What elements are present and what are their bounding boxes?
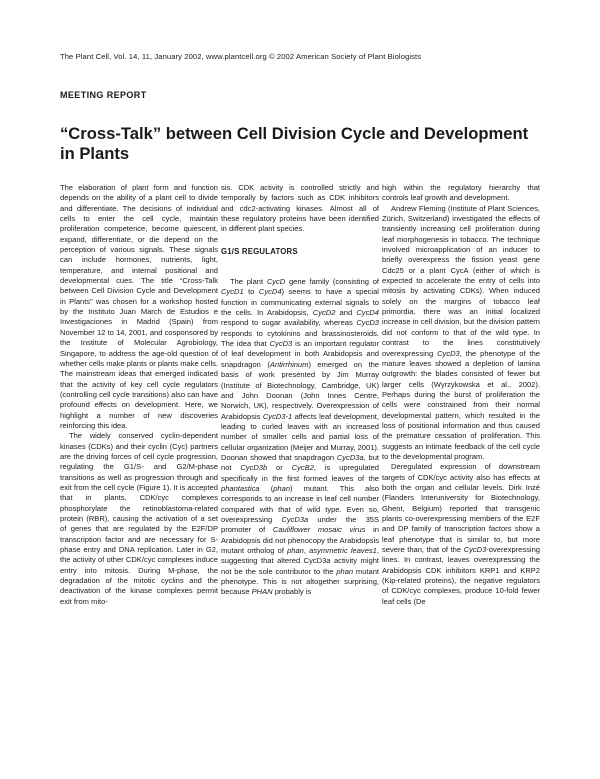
paragraph [221, 277, 379, 598]
paragraph [382, 204, 540, 463]
text-run: ) mutant. This also corresponds to an increase in leaf cell number compared with that of wild type. Even so, overexpressing [221, 483, 379, 524]
text-run: and [335, 308, 357, 318]
gene-name: CycD3-1 [262, 411, 293, 421]
text-run: to [243, 287, 259, 297]
text-run: affects leaf development, leading to curled leaves with an increased number of smaller cells and partial loss of cellular organization (Meijer and Murray, 2001). Doonan showed that snapdragon [221, 411, 379, 462]
text-run: Andrew Fleming (Institute of Plant Sciences, Zürich, Switzerland) investigated the effects of transiently increasing cell proliferation during leaf morphogenesis in tobacco. The technique involved microapplication of an inducer to briefly overexpress the fission yeast gene Cdc25 or a plant CycA (either of which is expected to accelerate the entry of cells into mitosis by activating CDKs). When induced solely on the margins of tobacco leaf primordia, there was an initial localized increase in cell division, but the division pattern did not conform to that of the wild type. In contrast to the lines constitutively overexpressing [382, 203, 540, 358]
text-run: ) emerged on the basis of work presented by Jim Murray (Institute of Biotechnology, Cambridge, UK) and John Doonan (John Innes Centre, Norwich, UK), respectively. Overexpression of Arabidopsis [221, 359, 379, 421]
mutant-name: asymmetric leaves1 [309, 546, 377, 555]
text-run: gene family (consisting of [285, 277, 379, 287]
paragraph: The widely conserved cyclin-dependent kinases (CDKs) and their cyclin (Cyc) partners are the driving forces of cell cycle progression, regulating the G1/S- and G2/M-phase transitions as well as progression through and exit from the cell cycle (Figure 1). It is accepted that in plants, CDK/cyc complexes phosphorylate the retinoblastoma-related protein (RBR), causing the activation of a set of genes that are regulated by the E2F/DP transcription factor and are necessary for S-phase entry and DNA replication. Later in G2, the activity of other CDK/cyc complexes induce entry into mitosis. During M-phase, the degradation of the mitotic cyclins and the deactivation of the kinase complexes permit exit from mito- [60, 431, 218, 606]
text-run: mutant phenotype. This is not altogether surprising, because [221, 566, 380, 597]
paragraph: sis. CDK activity is controlled strictly and temporally by factors such as CDK inhibitors and cdc2-activating kinases. Almost all of these regulatory proteins have been identified in different plant species. [221, 183, 379, 234]
text-run: responds to cytokinins and brassinosteroids. The idea that [221, 328, 379, 349]
running-header: The Plant Cell, Vol. 14, 11, January 2002, www.plantcell.org © 2002 American Society of Plant Biologists [60, 52, 422, 61]
text-run: The plant [230, 277, 267, 287]
gene-name: CycD3a [281, 514, 309, 524]
gene-name: PHAN [251, 587, 273, 597]
article-title: “Cross-Talk” between Cell Division Cycle and Development in Plants [60, 124, 529, 163]
gene-name: CycB2 [291, 463, 314, 473]
mutant-name: phan [273, 483, 291, 493]
text-column-1 [60, 183, 218, 607]
text-run: ) seems to have a special function in communicating external signals to the cells. In Arabidopsis, [221, 287, 379, 318]
gene-name: CycD4 [356, 308, 379, 318]
paragraph: The elaboration of plant form and function depends on the ability of a plant cell to divide and differentiate. The decisions of individual cells to enter the cell cycle, maintain proliferation competence, become quiescent, expand, differentiate, or die depend on the perception of various signals. These signals can include hormones, nutrients, light, temperature, and internal positional and developmental cues. The title “Cross-Talk between Cell Division Cycle and Development in Plants” was chosen for a workshop hosted by the Instituto Juan March de Estudios e Investigaciones in Madrid (Spain) from November 12 to 14, 2001, and cosponsored by the Institute of Molecular Agrobiology, Singapore, to address the age-old question of whether cells make plants or plants make cells. The mainstream ideas that emerged indicated that the activity of key cell cycle regulators (controlling cell cycle transitions) also can have profound effects on development. Here, we highlight a number of new discoveries reinforcing this idea. [60, 183, 218, 430]
gene-name: CycD1 [221, 287, 244, 297]
gene-name: CycD3 [437, 348, 460, 358]
text-column-2 [221, 183, 379, 598]
text-run: , but not [221, 452, 379, 473]
species-name: Antirrhinum [269, 359, 309, 369]
text-run: respond to sugar availability, whereas [221, 318, 357, 328]
mutant-name: phan [287, 546, 304, 555]
text-run: -overexpressing lines. In contrast, leaves overexpressing the Arabidopsis CDK inhibitors KRP1 and KRP2 (Kip-related proteins), the negative regulators of CDK/cyc complexes, produce 10-fold fewer leaf cells (De [382, 545, 540, 606]
text-run: ( [259, 483, 274, 493]
mutant-name: phantastica [221, 483, 260, 493]
section-label: MEETING REPORT [60, 90, 147, 100]
paragraph: high within the regulatory hierarchy that controls leaf growth and development. [382, 183, 540, 203]
text-run: probably is [272, 587, 312, 597]
text-run: in Arabidopsis did not phenocopy the Arabidopsis mutant ortholog of [221, 525, 379, 555]
text-column-3 [382, 183, 540, 607]
paragraph [382, 462, 540, 607]
text-run: , the phenotype of the mature leaves showed a depletion of lamina outgrowth: the blades consisted of fewer but larger cells (Wyrzykowska et al., 2002). Perhaps during the burst of proliferation the cells were constrained from their normal developmental pattern, which resulted in the loss of positional information and thus caused the premature cessation of proliferation. This suggests an intimate feedback of the cell cycle to the developmental program. [382, 348, 540, 461]
virus-name: Cauliflower mosaic virus [272, 525, 366, 535]
text-run: Deregulated expression of downstream targets of CDK/cyc activity also has effects at both the organ and cellular levels. Dirk Inzé (Flanders Interuniversity for Biotechnology, Ghent, Belgium) reported that transgenic plants co-overexpressing members of the E2F and DP family of transcription factors show a leaf phenotype that is similar to, but more severe than, that of the [382, 462, 540, 555]
text-run: , suggesting that altered CycD3a activity might not be the sole contributor to the [221, 546, 379, 576]
gene-name: CycD4 [258, 287, 282, 297]
subheading: G1/S REGULATORS [221, 246, 298, 256]
text-run: or [267, 463, 292, 473]
gene-name: CycD3b [240, 463, 268, 473]
text-run: is an important regulator of leaf development in both Arabidopsis and snapdragon ( [221, 339, 380, 369]
gene-name: CycD3 [269, 339, 293, 349]
gene-name: CycD2 [312, 308, 336, 318]
gene-name: CycD [266, 277, 286, 287]
text-run: , [303, 546, 310, 555]
gene-name: CycD3 [356, 318, 379, 328]
gene-name: CycD3 [463, 545, 487, 555]
text-run: under the 35S promoter of [221, 514, 379, 535]
text-run: , is upregulated specifically in the first formed leaves of the [221, 463, 380, 483]
gene-name: CycD3a [336, 452, 364, 462]
mutant-name: phan [336, 566, 354, 576]
